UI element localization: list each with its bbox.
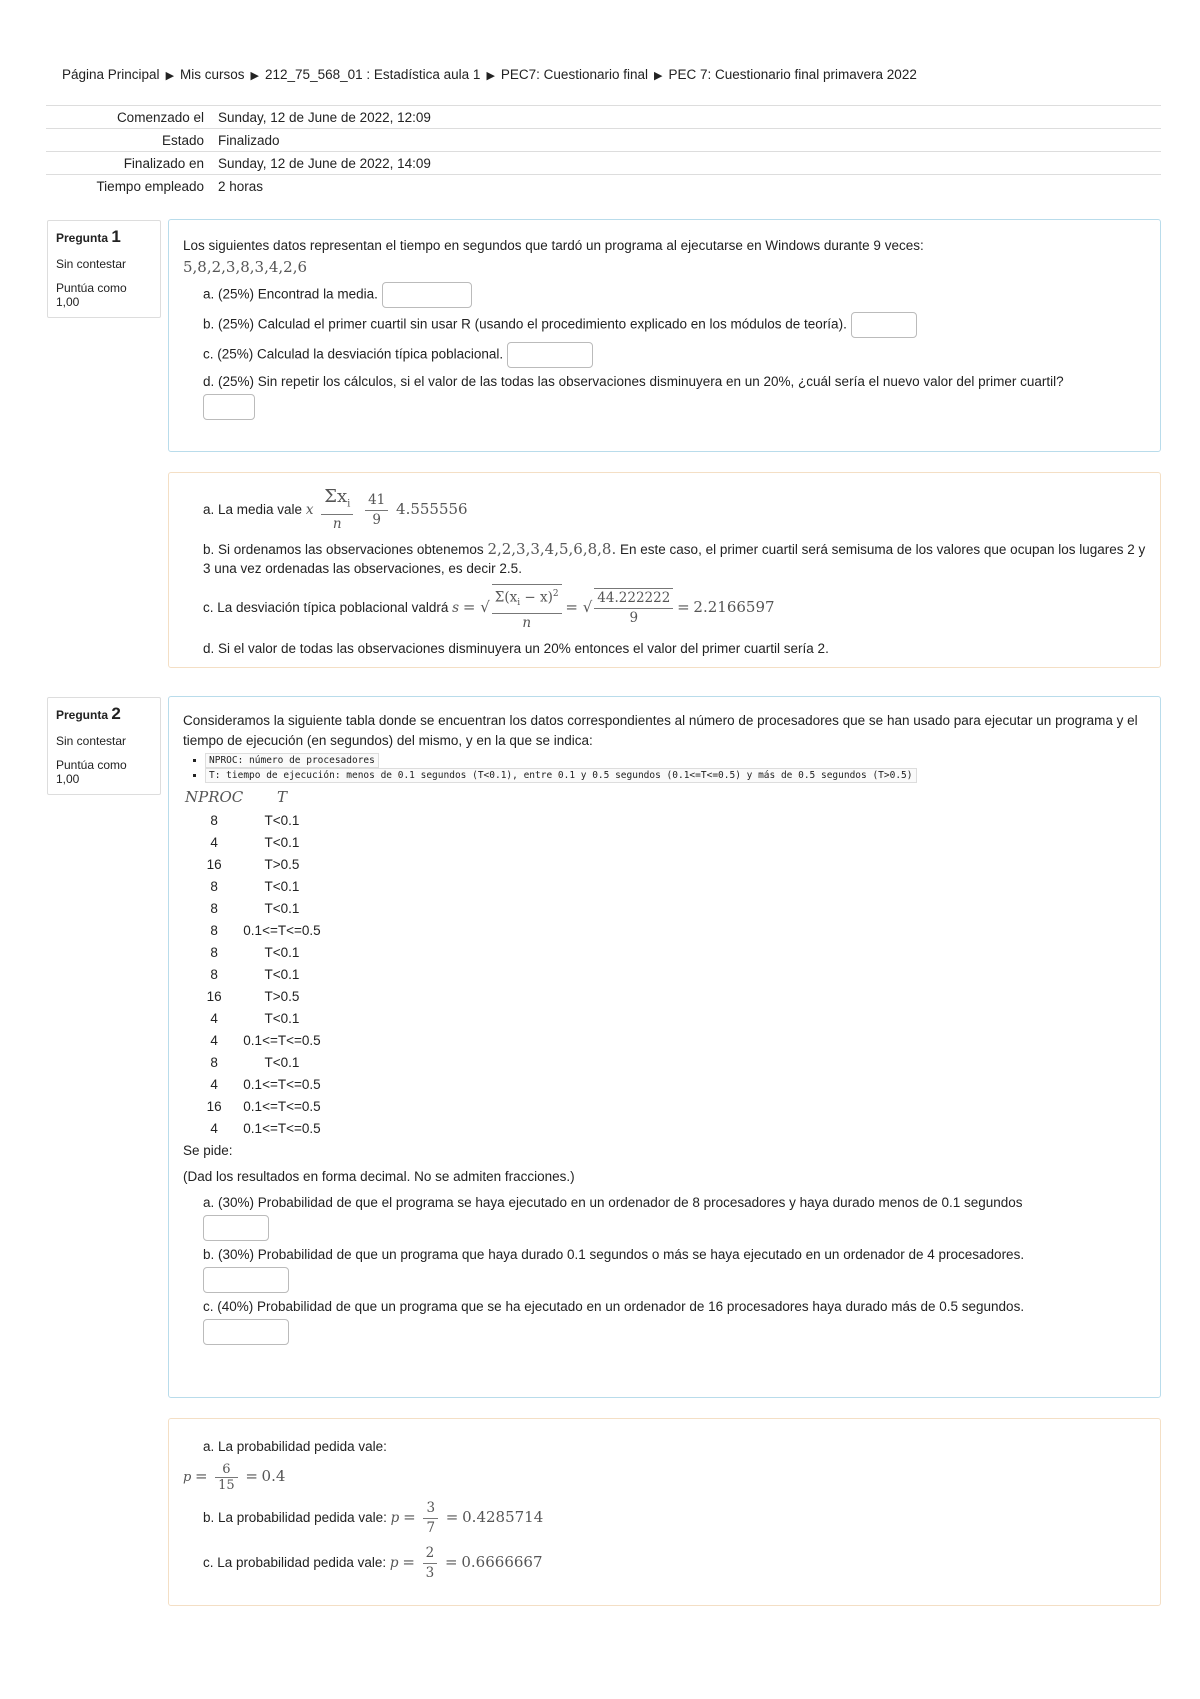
summary-label: Comenzado el bbox=[116, 109, 204, 125]
question-label: Pregunta bbox=[56, 231, 109, 245]
summary-value: Finalizado bbox=[218, 132, 280, 148]
math-numerator: 6 bbox=[215, 1462, 238, 1478]
math-part: − x) bbox=[520, 589, 553, 606]
math-fraction bbox=[321, 487, 353, 534]
answer-input-c[interactable] bbox=[507, 342, 593, 368]
answer-item-b bbox=[203, 312, 1146, 338]
summary-label: Finalizado en bbox=[123, 155, 204, 171]
answer-label: a. (30%) Probabilidad de que el programa se haya ejecutado en un ordenador de 8 procesadores y haya durado menos de 0.1 segundos bbox=[203, 1195, 1023, 1210]
feedback-text: En este caso, el primer cuartil será semisuma de los valores que ocupan los lugares 2 y 3 una vez ordenadas las observaciones, es decir 2.5. bbox=[203, 541, 1146, 576]
question-1-info bbox=[47, 220, 161, 318]
question-state: Sin contestar bbox=[56, 257, 127, 271]
math-p: p bbox=[390, 1510, 400, 1527]
feedback-b bbox=[203, 540, 1146, 578]
math-numerator: 2 bbox=[423, 1544, 438, 1564]
question-number bbox=[56, 227, 152, 247]
answer-input-b[interactable] bbox=[851, 312, 917, 338]
feedback-c bbox=[203, 584, 1146, 633]
table-row bbox=[185, 853, 321, 875]
equals-icon: = bbox=[677, 597, 690, 616]
summary-row-finished bbox=[46, 152, 1161, 175]
table-cell: T<0.1 bbox=[264, 812, 300, 828]
table-cell: 4 bbox=[210, 1076, 218, 1092]
feedback-d: d. Si el valor de todas las observaciones disminuyera un 20% entonces el valor del primer cuartil sería 2. bbox=[203, 640, 829, 656]
question-text: Consideramos la siguiente tabla donde se encuentran los datos correspondientes al número de procesadores que se han usado para ejecutar un programa y el tiempo de ejecución (en segundos) del mismo, y en la que se indica: bbox=[183, 713, 1138, 748]
table-row bbox=[185, 919, 321, 941]
math-denominator: 7 bbox=[426, 1520, 436, 1536]
table-cell: T<0.1 bbox=[264, 834, 300, 850]
sqrt-icon: = √ bbox=[565, 597, 593, 616]
attempt-summary bbox=[46, 105, 1161, 197]
instruction-note: (Dad los resultados en forma decimal. No se admiten fracciones.) bbox=[183, 1169, 575, 1184]
code-text: T: tiempo de ejecución: menos de 0.1 segundos (T<0.1), entre 0.1 y 0.5 segundos (0.1<=T<=0.5) y más de 0.5 segundos (T>0.5) bbox=[205, 768, 917, 783]
table-cell: T>0.5 bbox=[264, 856, 300, 872]
math-denominator: 9 bbox=[372, 511, 381, 528]
answer-input-b[interactable] bbox=[203, 1267, 289, 1293]
math-result: 4.555556 bbox=[396, 499, 468, 518]
answer-list bbox=[203, 1193, 1146, 1345]
math-sub: i bbox=[517, 597, 521, 608]
answer-label: c. (40%) Probabilidad de que un programa que se ha ejecutado en un ordenador de 16 procesadores haya durado más de 0.5 segundos. bbox=[203, 1299, 1025, 1314]
math-result: 0.4 bbox=[261, 1466, 286, 1485]
summary-label: Tiempo empleado bbox=[96, 178, 204, 194]
math-denominator: 9 bbox=[629, 610, 639, 627]
table-row bbox=[185, 963, 321, 985]
equals-icon: = bbox=[245, 1466, 258, 1485]
answer-input-a[interactable] bbox=[382, 282, 472, 308]
table-cell: T<0.1 bbox=[264, 878, 300, 894]
feedback-c bbox=[203, 1544, 1146, 1583]
equals-icon: = bbox=[194, 1466, 208, 1485]
table-cell: 0.1<=T<=0.5 bbox=[243, 1032, 321, 1048]
table-cell: 16 bbox=[206, 1098, 222, 1114]
feedback-text: c. La probabilidad pedida vale: bbox=[203, 1555, 387, 1571]
table-cell: 8 bbox=[210, 900, 218, 916]
table-cell: 16 bbox=[206, 856, 222, 872]
math-result: 0.4285714 bbox=[462, 1508, 544, 1527]
math-sum: Σx bbox=[324, 486, 348, 507]
table-cell: 16 bbox=[206, 988, 222, 1004]
data-values: 5,8,2,3,8,3,4,2,6 bbox=[183, 258, 308, 276]
summary-value: 2 horas bbox=[218, 178, 264, 194]
answer-item-b bbox=[203, 1245, 1146, 1293]
equals-icon: = bbox=[402, 1553, 415, 1572]
answer-label: b. (30%) Probabilidad de que un programa que haya durado 0.1 segundos o más se haya ejecutado en un ordenador de 4 procesadores. bbox=[203, 1247, 1025, 1262]
answer-label: a. (25%) Encontrad la media. bbox=[203, 286, 378, 302]
feedback-text: a. La media vale bbox=[203, 501, 303, 517]
table-row bbox=[185, 985, 321, 1007]
table-cell: 0.1<=T<=0.5 bbox=[243, 1120, 321, 1136]
feedback-a-math bbox=[183, 1462, 1146, 1493]
question-grade: Puntúa como 1,00 bbox=[56, 281, 127, 309]
question-1-content bbox=[168, 219, 1161, 452]
question-label: Pregunta bbox=[56, 708, 109, 722]
answer-label: d. (25%) Sin repetir los cálculos, si el valor de las todas las observaciones disminuyera en un 20%, ¿cuál sería el nuevo valor del primer cuartil? bbox=[203, 374, 1064, 389]
breadcrumb-current: PEC 7: Cuestionario final primavera 2022 bbox=[668, 67, 917, 82]
table-cell: T>0.5 bbox=[264, 988, 300, 1004]
table-cell: 4 bbox=[210, 1120, 218, 1136]
list-item bbox=[205, 755, 1146, 766]
equals-icon: = bbox=[403, 1508, 416, 1527]
answer-list bbox=[203, 282, 1146, 420]
breadcrumb-course[interactable]: 212_75_568_01 : Estadística aula 1 bbox=[265, 67, 481, 82]
answer-input-a[interactable] bbox=[203, 1215, 269, 1241]
breadcrumb-home[interactable]: Página Principal bbox=[62, 67, 160, 82]
feedback-b bbox=[203, 1499, 1146, 1538]
answer-input-d[interactable] bbox=[203, 394, 255, 420]
math-sorted: 2,2,3,3,4,5,6,8,8. bbox=[487, 539, 617, 558]
math-numerator: 44.222222 bbox=[594, 589, 673, 609]
table-cell: 4 bbox=[210, 1032, 218, 1048]
sqrt-icon: = √ bbox=[462, 597, 490, 616]
answer-item-d bbox=[203, 372, 1146, 420]
table-cell: 8 bbox=[210, 966, 218, 982]
math-fraction bbox=[423, 1499, 438, 1538]
list-item bbox=[205, 770, 1146, 781]
math-sup: 2 bbox=[552, 588, 559, 599]
code-text: NPROC: número de procesadores bbox=[205, 753, 379, 768]
answer-item-a bbox=[203, 282, 1146, 308]
math-fraction bbox=[215, 1462, 238, 1493]
table-row bbox=[185, 1051, 321, 1073]
math-radicand bbox=[492, 584, 562, 633]
feedback-text: b. Si ordenamos las observaciones obtenemos bbox=[203, 541, 484, 557]
answer-item-a bbox=[203, 1193, 1146, 1241]
answer-item-c bbox=[203, 1297, 1146, 1345]
summary-row-state bbox=[46, 129, 1161, 152]
table-row bbox=[185, 809, 321, 831]
feedback-text: b. La probabilidad pedida vale: bbox=[203, 1510, 387, 1526]
table-row bbox=[185, 1117, 321, 1139]
triangle-right-icon: ▶ bbox=[486, 70, 495, 82]
breadcrumb bbox=[62, 67, 917, 82]
answer-label: c. (25%) Calculad la desviación típica poblacional. bbox=[203, 346, 504, 362]
table-cell: T<0.1 bbox=[264, 900, 300, 916]
question-grade: Puntúa como 1,00 bbox=[56, 758, 127, 786]
question-2-feedback bbox=[168, 1418, 1161, 1606]
question-text: Los siguientes datos representan el tiempo en segundos que tardó un programa al ejecutarse en Windows durante 9 veces: bbox=[183, 238, 924, 253]
question-1-feedback bbox=[168, 472, 1161, 668]
data-table bbox=[185, 785, 321, 1139]
table-cell: 8 bbox=[210, 944, 218, 960]
table-cell: T<0.1 bbox=[264, 1010, 300, 1026]
math-s: s bbox=[452, 599, 460, 616]
summary-value: Sunday, 12 de June de 2022, 14:09 bbox=[218, 155, 431, 171]
definition-list bbox=[183, 755, 1146, 781]
table-cell: T<0.1 bbox=[264, 1054, 300, 1070]
breadcrumb-quiz[interactable]: PEC7: Cuestionario final bbox=[500, 67, 648, 82]
table-row bbox=[185, 1007, 321, 1029]
table-row bbox=[185, 897, 321, 919]
feedback-a bbox=[203, 487, 1146, 534]
math-denominator: 3 bbox=[425, 1565, 435, 1581]
question-2-content bbox=[168, 696, 1161, 1398]
summary-value: Sunday, 12 de June de 2022, 12:09 bbox=[218, 109, 431, 125]
table-row bbox=[185, 1073, 321, 1095]
table-header: T bbox=[276, 788, 287, 806]
table-cell: 8 bbox=[210, 812, 218, 828]
math-p: p bbox=[389, 1555, 399, 1572]
summary-row-started bbox=[46, 105, 1161, 129]
equals-icon: = bbox=[445, 1508, 459, 1527]
table-cell: T<0.1 bbox=[264, 944, 300, 960]
question-num: 2 bbox=[111, 704, 121, 723]
math-p: p bbox=[183, 1469, 192, 1485]
math-denominator: n bbox=[332, 515, 342, 532]
table-header: NPROC bbox=[185, 788, 244, 806]
answer-input-c[interactable] bbox=[203, 1319, 289, 1345]
question-2-info bbox=[47, 697, 161, 795]
table-cell: 8 bbox=[210, 1054, 218, 1070]
triangle-right-icon: ▶ bbox=[250, 70, 260, 82]
table-cell: T<0.1 bbox=[264, 966, 300, 982]
triangle-right-icon: ▶ bbox=[653, 70, 663, 82]
feedback-a: a. La probabilidad pedida vale: bbox=[203, 1439, 387, 1454]
table-row bbox=[185, 941, 321, 963]
math-numerator: 3 bbox=[423, 1499, 438, 1519]
question-number bbox=[56, 704, 152, 724]
table-cell: 0.1<=T<=0.5 bbox=[243, 1098, 321, 1114]
question-num: 1 bbox=[111, 227, 121, 246]
table-row bbox=[185, 1029, 321, 1051]
feedback-text: c. La desviación típica poblacional valdrá bbox=[203, 599, 449, 615]
question-state: Sin contestar bbox=[56, 734, 127, 748]
answer-item-c bbox=[203, 342, 1146, 368]
table-cell: 0.1<=T<=0.5 bbox=[243, 922, 321, 938]
triangle-right-icon: ▶ bbox=[165, 70, 175, 82]
answer-label: b. (25%) Calculad el primer cuartil sin usar R (usando el procedimiento explicado en los módulos de teoría). bbox=[203, 316, 847, 332]
math-result: 2.2166597 bbox=[693, 597, 775, 616]
ask-label: Se pide: bbox=[183, 1143, 233, 1158]
table-cell: 8 bbox=[210, 922, 218, 938]
table-cell: 4 bbox=[210, 834, 218, 850]
math-fraction bbox=[365, 491, 388, 530]
math-xbar: x bbox=[305, 501, 314, 518]
breadcrumb-my-courses[interactable]: Mis cursos bbox=[180, 67, 245, 82]
table-row bbox=[185, 875, 321, 897]
table-cell: 4 bbox=[210, 1010, 218, 1026]
math-fraction bbox=[423, 1544, 438, 1583]
table-header-row bbox=[185, 785, 321, 809]
equals-icon: = bbox=[445, 1553, 458, 1572]
math-radicand bbox=[594, 588, 673, 628]
table-cell: 0.1<=T<=0.5 bbox=[243, 1076, 321, 1092]
summary-label: Estado bbox=[161, 132, 204, 148]
table-row bbox=[185, 831, 321, 853]
math-sum: Σ(x bbox=[494, 589, 518, 606]
math-sub: i bbox=[347, 498, 351, 510]
math-denominator: n bbox=[522, 614, 532, 631]
table-row bbox=[185, 1095, 321, 1117]
math-result: 0.6666667 bbox=[461, 1553, 543, 1572]
math-denominator: 15 bbox=[218, 1478, 235, 1493]
math-numerator: 41 bbox=[365, 491, 388, 511]
table-cell: 8 bbox=[210, 878, 218, 894]
summary-row-time bbox=[46, 175, 1161, 197]
